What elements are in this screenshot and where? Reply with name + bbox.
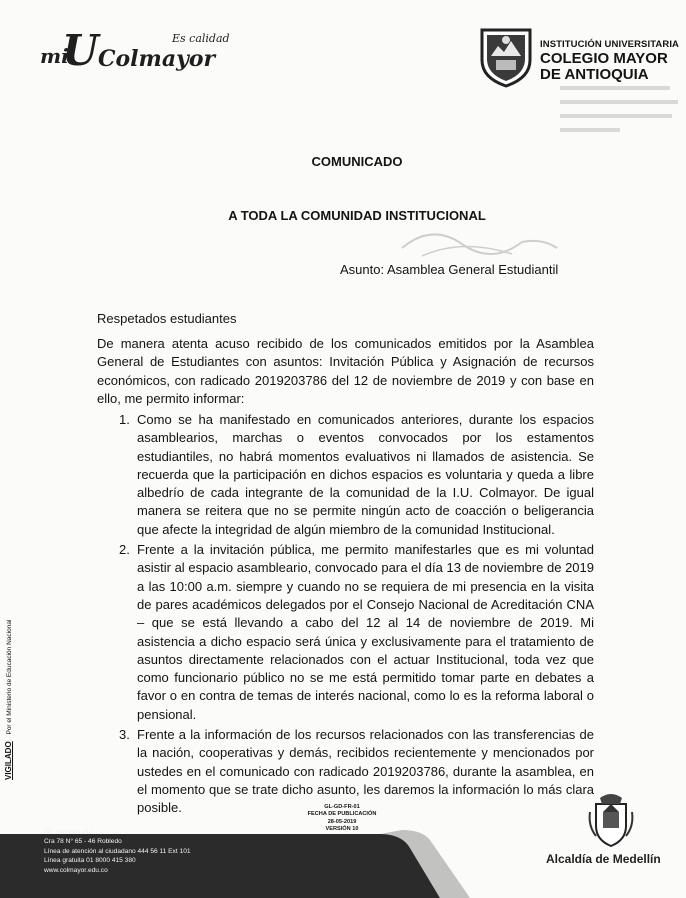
institution-line-1: INSTITUCIÓN UNIVERSITARIA xyxy=(540,39,680,50)
list-item-text: Como se ha manifestado en comunicados anteriores, durante los espacios asamblearios, marchas o eventos convocados por los estamentos estudiantiles, no habrá momentos evaluativos ni llamados de asistencia. Se recuerda que la participación en dichos espacios es voluntaria y queda a libre albedrío de cada integrante de la comunidad de la I.U. Colmayor. De igual manera se reitera que no se permite ningún acto de coacción o beligerancia que afecte la integridad de algún miembro de la comunidad Institucional. xyxy=(137,412,594,537)
greeting: Respetados estudiantes xyxy=(97,311,237,326)
list-item xyxy=(97,541,594,724)
list-item-text: Frente a la invitación pública, me permito manifestarles que es mi voluntad asistir al espacio asambleario, convocado para el día 13 de noviembre de 2019 a las 10:00 a.m. siempre y cuando no se requiera de mi presencia en la visita de pares académicos delegados por el Consejo Nacional de Acreditación CNA – que se está llevando a cabo del 12 al 14 de noviembre de 2019. Mi asistencia a dicho espacio será única y exclusivamente para el tratamiento de asuntos directamente relacionados con el actuar Institucional, toda vez que como funcionario público no se me está permitido tomar parte en debates a favor o en contra de temas de interés nacional, como lo es la reforma laboral o pensional. xyxy=(137,542,594,722)
contact-address: Cra 78 N° 65 - 46 Robledo xyxy=(44,838,122,846)
city-hall-label: Alcaldía de Medellín xyxy=(546,852,661,866)
contact-nit: Nit: 890980134-1 xyxy=(44,829,95,836)
slogan-u: U xyxy=(62,26,99,75)
medellin-crest-icon xyxy=(586,792,636,848)
document-addressee: A TODA LA COMUNIDAD INSTITUCIONAL xyxy=(228,208,486,223)
contact-website: www.colmayor.edu.co xyxy=(44,866,108,874)
list-item-number: 3. xyxy=(119,727,130,743)
vigilado-label: VIGILADO xyxy=(4,741,13,780)
doc-publication-label: FECHA DE PUBLICACIÓN xyxy=(307,811,377,818)
institution-line-3: DE ANTIOQUIA xyxy=(540,65,649,83)
institution-shield-icon xyxy=(478,26,534,88)
intro-paragraph: De manera atenta acuso recibido de los comunicados emitidos por la Asamblea General de Estudiantes con asuntos: Invitación Pública y Asignación de recursos económicos, con radicado 2019203786 del 12 de noviembre de 2019 y con base en ello, me permito informar: xyxy=(97,336,594,406)
vigilado-subtext: Por el Ministerio de Educación Nacional xyxy=(6,619,13,735)
list-item-number: 2. xyxy=(119,542,130,558)
list-item-text: Frente a la información de los recursos relacionados con las transferencias de la nación, cooperativas y demás, recibidos recientemente y mencionados por ustedes en el comunicado con radicado 2019203786, durante la asamblea, en el momento que se trate dicho asunto, les daremos la información lo más clara posible. xyxy=(137,727,594,816)
signature-bleed-mark xyxy=(392,218,562,266)
vigilado-stamp xyxy=(4,590,34,780)
doc-date: 28-05-2019 xyxy=(327,818,357,825)
numbered-list xyxy=(97,411,594,820)
contact-free-line: Línea gratuita 01 8000 415 380 xyxy=(44,857,136,865)
doc-code: GL-GD-FR-01 xyxy=(324,804,360,810)
document-title: COMUNICADO xyxy=(311,154,403,169)
slogan-mi: mi xyxy=(40,44,69,68)
institution-line-2: COLEGIO MAYOR xyxy=(540,49,668,67)
bleed-through-marks xyxy=(560,82,680,152)
contact-info xyxy=(44,828,191,875)
slogan-name: Colmayor xyxy=(98,46,216,72)
slogan-tag: Es calidad xyxy=(172,32,230,45)
list-item-number: 1. xyxy=(119,412,130,427)
contact-phone: Línea de atención al ciudadano 444 56 11 Ext 101 xyxy=(44,847,191,855)
institution-name xyxy=(540,40,680,82)
doc-version: VERSIÓN 10 xyxy=(325,826,359,833)
document-subject: Asunto: Asamblea General Estudiantil xyxy=(340,262,559,277)
colmayor-slogan-logo xyxy=(40,26,240,82)
list-item xyxy=(97,411,594,539)
